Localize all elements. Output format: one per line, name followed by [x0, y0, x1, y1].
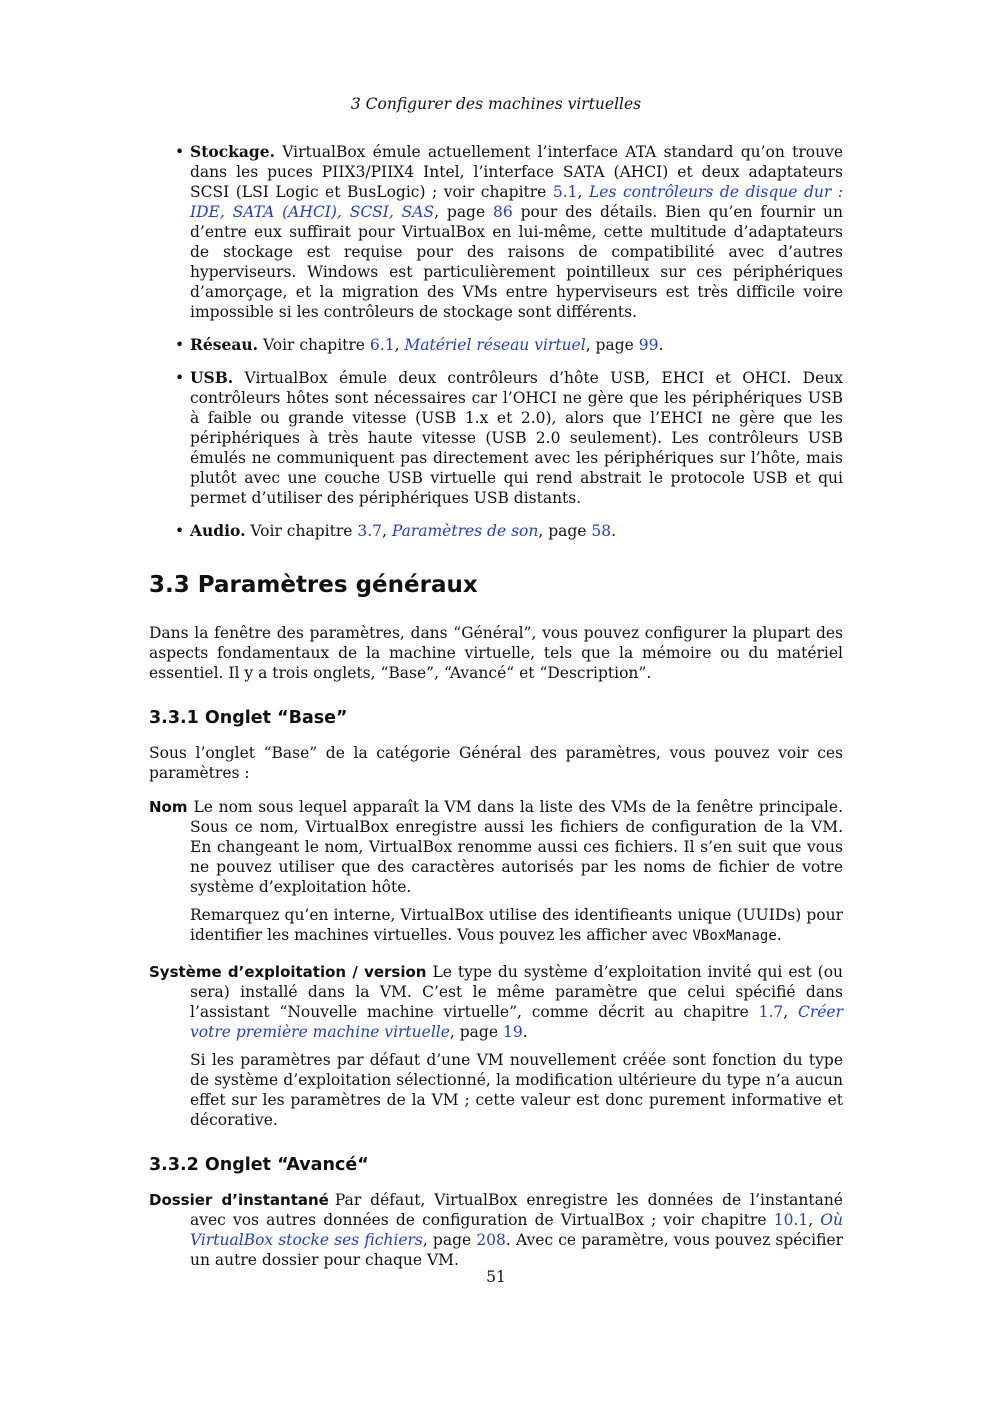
definition-body: Remarquez qu’en interne, VirtualBox utilise des identifieants unique (UUIDs) pour identifier les machines virtuelles. Vous pouvez les afficher avec	[190, 906, 843, 944]
separator: ,	[783, 1003, 798, 1021]
page-content	[149, 142, 843, 1286]
bullet-usb	[149, 368, 843, 508]
page-number: 51	[486, 1268, 506, 1286]
bullet-text: Voir chapitre	[245, 522, 358, 540]
definition-text	[149, 962, 843, 1042]
bullet-list	[149, 142, 843, 541]
definition-body: Le type du système d’exploitation invité qui est (ou sera) installé dans la VM. C’est le même paramètre que celui spécifié dans l’assistant “Nouvelle machine virtuelle”, comme décrit au chapitre	[190, 963, 844, 1021]
definition-body: . Avec ce paramètre, vous pouvez spécifier un autre dossier pour chaque VM.	[190, 1231, 843, 1269]
bullet-text: VirtualBox émule deux contrôleurs d’hôte USB, EHCI et OHCI. Deux contrôleurs hôtes sont nécessaires car l’OHCI ne gère que les périphériques USB à faible ou grande vitesse (USB 1.x et 2.0), alors que l’EHCI ne gère que les périphériques à très haute vitesse (USB 2.0 seulement). Les contrôleurs USB émulés ne communiquent pas directement avec les périphériques sur l’hôte, mais plutôt avec une couche USB virtuelle qui rend abstrait le protocole USB et qui permet d’utiliser des périphériques USB distants.	[190, 369, 843, 507]
page-label: , page	[538, 522, 592, 540]
section-ref-link[interactable]: 1.7	[758, 1003, 784, 1021]
bullet-term: Audio.	[190, 521, 246, 540]
section-ref-link[interactable]: 3.7	[357, 522, 382, 540]
page-label: , page	[449, 1023, 503, 1041]
bullet-network	[149, 335, 843, 355]
section-heading: 3.3 Paramètres généraux	[149, 572, 478, 598]
section-intro: Dans la fenêtre des paramètres, dans “Général”, vous pouvez configurer la plupart des aspects fondamentaux de la machine virtuelle, tels que la mémoire ou du matériel essentiel. Il y a trois onglets, “Base”, “Avancé“ et “Description”.	[149, 624, 843, 682]
definition-note: Si les paramètres par défaut d’une VM nouvellement créée sont fonction du type de système d’exploitation sélectionné, la modification ultérieure du type n’a aucun effet sur les paramètres de la VM ; cette valeur est donc purement informative et décorative.	[190, 1051, 843, 1129]
section-ref-link[interactable]: 10.1	[773, 1211, 809, 1229]
definition-snapshot-folder	[149, 1190, 843, 1270]
bullet-text: VirtualBox émule actuellement l’interface ATA standard qu’on trouve dans les puces PIIX3/PIIX4 Intel, l’interface SATA (AHCI) et deux adaptateurs SCSI (LSI Logic et BusLogic) ; voir chapitre	[190, 143, 843, 201]
page-label: , page	[422, 1231, 477, 1249]
separator: ,	[382, 522, 392, 540]
bullet-text: pour des détails. Bien qu’en fournir un d’entre eux suffirait pour VirtualBox en lui-même, cette multitude d’adaptateurs de stockage est requise pour des raisons de compatibilité avec d’autres hyperviseurs. Windows est particulièrement pointilleux sur ces périphériques d’amorçage, et la migration des VMs entre hyperviseurs est très difficile voire impossible si les contrôleurs de stockage sont différents.	[190, 203, 843, 321]
subsection-intro: Sous l’onglet “Base” de la catégorie Général des paramètres, vous pouvez voir ces paramètres :	[149, 744, 843, 782]
bullet-audio	[149, 521, 843, 541]
bullet-text: .	[658, 336, 664, 354]
definition-note	[190, 905, 843, 946]
running-header: 3 Configurer des machines virtuelles	[350, 95, 642, 113]
definition-term: Système d’exploitation / version	[149, 963, 427, 981]
definition-term: Nom	[149, 798, 188, 816]
subsection-heading-advanced: 3.3.2 Onglet “Avancé“	[149, 1155, 369, 1175]
bullet-text: Voir chapitre	[258, 336, 370, 354]
bullet-term: USB.	[190, 368, 234, 387]
definition-body: .	[522, 1023, 528, 1041]
definition-os-version	[149, 962, 843, 1130]
section-title-link[interactable]: Les contrôleurs de disque dur : IDE, SATA (AHCI), SCSI, SAS	[190, 183, 844, 221]
definition-text	[149, 797, 843, 897]
section-ref-link[interactable]: 6.1	[369, 336, 395, 354]
bullet-term: Réseau.	[190, 335, 259, 354]
bullet-text: .	[611, 522, 617, 540]
definition-list	[149, 797, 843, 1130]
definition-name	[149, 797, 843, 946]
section-title-link[interactable]: Où VirtualBox stocke ses fichiers	[190, 1211, 843, 1249]
bullet-term: Stockage.	[190, 142, 276, 161]
definition-body: Le nom sous lequel apparaît la VM dans la liste des VMs de la fenêtre principale. Sous ce nom, VirtualBox enregistre aussi les fichiers de configuration de la VM. En changeant le nom, VirtualBox renomme aussi ces fichiers. Il s’en suit que vous ne pouvez utiliser que des caractères autorisés par les noms de fichier de votre système d’exploitation hôte.	[190, 798, 843, 896]
definition-body: Par défaut, VirtualBox enregistre les données de l’instantané avec vos autres données de configuration de VirtualBox ; voir chapitre	[190, 1191, 843, 1229]
page-ref-link[interactable]: 58	[591, 522, 612, 540]
definition-list	[149, 1190, 843, 1270]
section-title-link[interactable]: Matériel réseau virtuel	[404, 336, 586, 354]
separator: ,	[394, 336, 405, 354]
bullet-storage	[149, 142, 843, 322]
definition-term: Dossier d’instantané	[149, 1191, 329, 1209]
page-ref-link[interactable]: 99	[638, 336, 659, 354]
subsection-heading-base: 3.3.1 Onglet “Base”	[149, 708, 348, 728]
definition-body: .	[776, 926, 782, 944]
section-title-link[interactable]: Paramètres de son	[391, 522, 539, 540]
separator: ,	[577, 183, 589, 201]
page-ref-link[interactable]: 19	[502, 1023, 523, 1041]
page-label: , page	[585, 336, 639, 354]
page-label: , page	[434, 203, 494, 221]
definition-text	[149, 1190, 843, 1270]
section-title-link[interactable]: Créer votre première machine virtuelle	[190, 1003, 844, 1041]
page-ref-link[interactable]: 86	[493, 203, 513, 221]
separator: ,	[808, 1211, 821, 1229]
page-ref-link[interactable]: 208	[476, 1231, 506, 1249]
section-ref-link[interactable]: 5.1	[552, 183, 578, 201]
code-vboxmanage: VBoxManage	[692, 928, 777, 944]
